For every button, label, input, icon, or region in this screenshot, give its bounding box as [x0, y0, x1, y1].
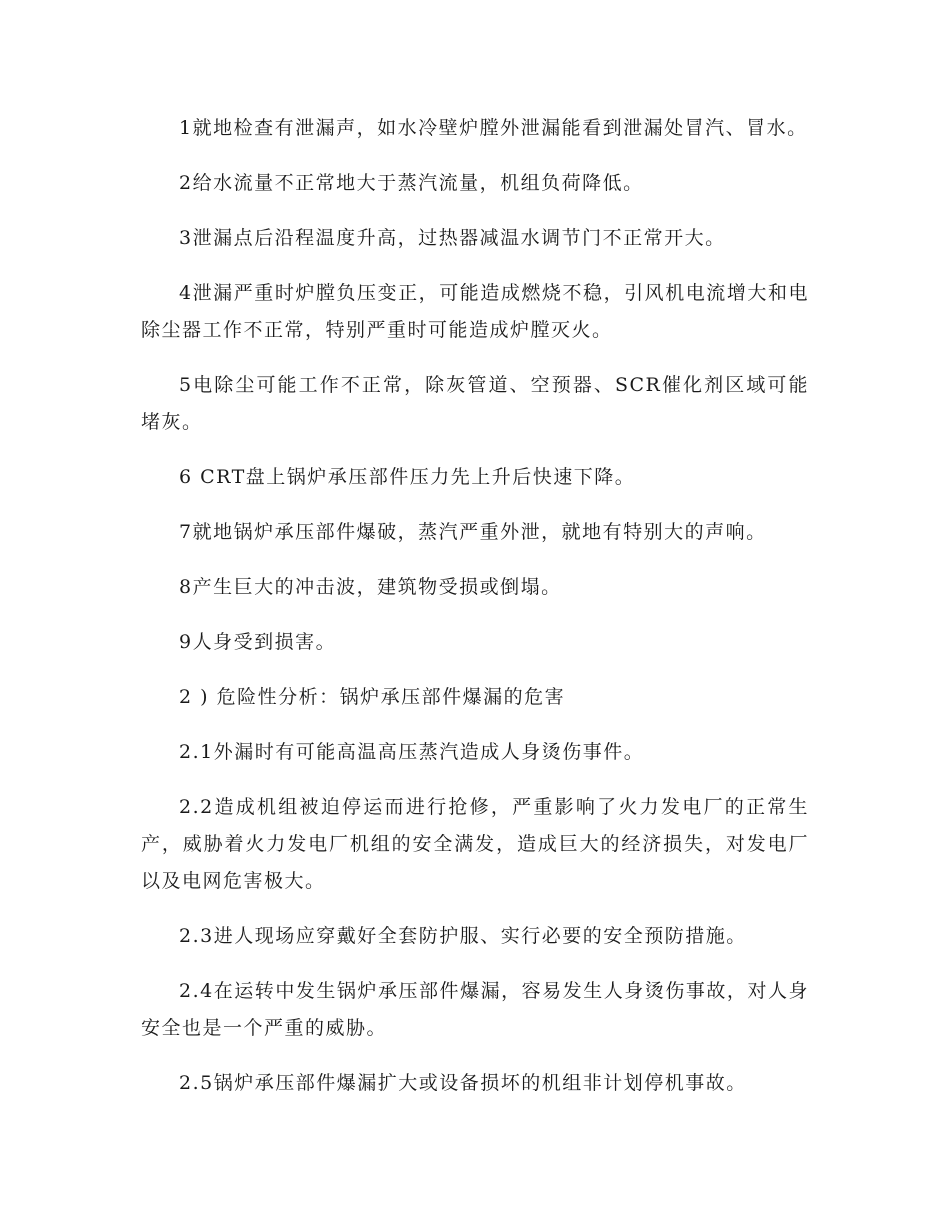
- paragraph-2-2: 2.2造成机组被迫停运而进行抢修，严重影响了火力发电厂的正常生产，威胁着火力发电厂机组的安全满发，造成巨大的经济损失，对发电厂以及电网危害极大。: [141, 796, 809, 892]
- paragraph-2: 2给水流量不正常地大于蒸汽流量，机组负荷降低。: [179, 172, 644, 194]
- paragraph-2-3: 2.3进人现场应穿戴好全套防护服、实行必要的安全预防措施。: [179, 925, 747, 947]
- document-body: [141, 110, 809, 1120]
- paragraph-2-5: 2.5锅炉承压部件爆漏扩大或设备损坏的机组非计划停机事故。: [179, 1072, 747, 1094]
- paragraph-2-4: 2.4在运转中发生锅炉承压部件爆漏，容易发生人身烫伤事故，对人身安全也是一个严重的威胁。: [141, 980, 809, 1039]
- paragraph-3: 3泄漏点后沿程温度升高，过热器减温水调节门不正常开大。: [179, 227, 726, 249]
- paragraph-1: 1就地检查有泄漏声，如水冷壁炉膛外泄漏能看到泄漏处冒汽、冒水。: [179, 117, 808, 139]
- paragraph-8: 8产生巨大的冲击波，建筑物受损或倒塌。: [179, 576, 562, 598]
- paragraph-9: 9人身受到损害。: [179, 631, 337, 653]
- section-heading-hazard-analysis: 2 ) 危险性分析：锅炉承压部件爆漏的危害: [179, 686, 566, 708]
- paragraph-5: 5电除尘可能工作不正常，除灰管道、空预器、SCR催化剂区域可能堵灰。: [141, 374, 809, 433]
- paragraph-4: 4泄漏严重时炉膛负压变正，可能造成燃烧不稳，引风机电流增大和电除尘器工作不正常，特别严重时可能造成炉膛灭火。: [141, 282, 809, 341]
- paragraph-2-1: 2.1外漏时有可能高温高压蒸汽造成人身烫伤事件。: [179, 741, 645, 763]
- paragraph-7: 7就地锅炉承压部件爆破，蒸汽严重外泄，就地有特别大的声响。: [179, 521, 767, 543]
- paragraph-6: 6 CRT盘上锅炉承压部件压力先上升后快速下降。: [179, 466, 636, 488]
